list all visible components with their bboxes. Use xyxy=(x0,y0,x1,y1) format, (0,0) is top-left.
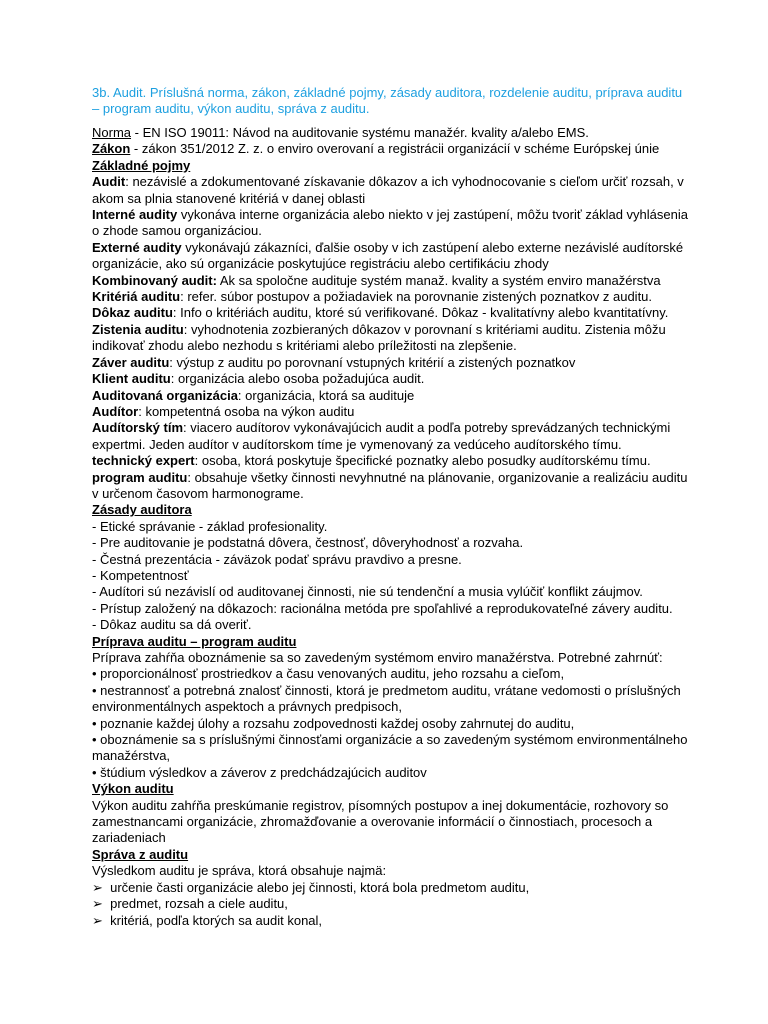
term-name: Interné audity xyxy=(92,207,178,223)
zakon-label: Zákon xyxy=(92,141,131,157)
term-name: Klient auditu xyxy=(92,371,171,387)
zasady-item: - Prístup založený na dôkazoch: racionálna metóda pre spoľahlivé a reprodukovateľné závery auditu. xyxy=(92,600,673,616)
vykon-heading: Výkon auditu xyxy=(92,781,174,797)
term-line xyxy=(92,404,692,420)
term-definition: : organizácia alebo osoba požadujúca audit. xyxy=(170,371,425,387)
norma-text: - EN ISO 19011: Návod na auditovanie systému manažér. kvality a/alebo EMS. xyxy=(131,125,589,140)
sprava-heading: Správa z auditu xyxy=(92,846,189,862)
priprava-item: • oboznámenie sa s príslušnými činnosťami organizácie a so zavedeným systémom environmentálneho manažérstva, xyxy=(92,732,692,765)
term-name: Audit xyxy=(92,174,126,190)
term-name: technický expert xyxy=(92,453,195,469)
term-name: Kombinovaný audit: xyxy=(92,272,217,288)
term-line xyxy=(92,420,692,453)
term-line xyxy=(92,305,692,321)
term-name: Záver auditu xyxy=(92,354,170,370)
zasady-item: - Pre auditovanie je podstatná dôvera, čestnosť, dôveryhodnosť a rozvaha. xyxy=(92,535,524,551)
term-definition: : viacero audítorov vykonávajúcich audit a podľa potreby sprevádzaných technickými expertmi. Jeden audítor v audítorskom tíme je vymenovaný za vedúceho audítorského tímu. xyxy=(92,420,671,452)
term-definition: : nezávislé a zdokumentované získavanie dôkazov a ich vyhodnocovanie s cieľom určiť rozsah, v akom sa plnia stanovené kritériá v danej oblasti xyxy=(92,174,684,206)
zasady-heading: Zásady auditora xyxy=(92,502,192,518)
zasady-item: - Etické správanie - základ profesionality. xyxy=(92,518,328,534)
term-name: Auditovaná organizácia xyxy=(92,387,238,403)
vykon-text: Výkon auditu zahŕňa preskúmanie registrov, písomných postupov a inej dokumentácie, rozhovory so zamestnancami organizácie, zhromažďovanie a overovanie informácií o činnostiach, procesoch a zariadeniach xyxy=(92,797,669,846)
term-definition: : refer. súbor postupov a požiadaviek na porovnanie zistených poznatkov z auditu. xyxy=(180,289,653,305)
term-definition: vykonáva interne organizácia alebo niekto v jej zastúpení, môžu tvoriť základ vyhlásenia o zhode samou organizáciou. xyxy=(92,207,688,239)
term-line xyxy=(92,470,692,503)
term-line xyxy=(92,322,692,355)
priprava-list xyxy=(92,666,692,781)
terms-list xyxy=(92,174,692,502)
zasady-list xyxy=(92,519,692,634)
term-definition: : organizácia, ktorá sa audituje xyxy=(237,387,415,403)
priprava-item: • poznanie každej úlohy a rozsahu zodpovednosti každej osoby zahrnutej do auditu, xyxy=(92,716,692,732)
term-definition: : kompetentná osoba na výkon auditu xyxy=(138,403,355,419)
priprava-item: • štúdium výsledkov a záverov z predchádzajúcich auditov xyxy=(92,765,692,781)
term-line xyxy=(92,273,692,289)
term-line xyxy=(92,371,692,387)
zakladne-pojmy-heading: Základné pojmy xyxy=(92,157,191,173)
term-definition: : obsahuje všetky činnosti nevyhnutné na plánovanie, organizovanie a realizáciu auditu v určenom časovom harmonograme. xyxy=(92,469,688,501)
term-definition: Ak sa spoločne audituje systém manaž. kvality a systém enviro manažérstva xyxy=(216,272,661,288)
zasady-item: - Kompetentnosť xyxy=(92,567,189,583)
term-line xyxy=(92,207,692,240)
term-definition: : vyhodnotenia zozbieraných dôkazov v porovnaní s kritériami auditu. Zistenia môžu indikovať zhodu alebo nezhodu s kritériami alebo príležitosti na zlepšenie. xyxy=(92,321,666,354)
term-name: Audítorský tím xyxy=(92,420,184,436)
priprava-intro: Príprava zahŕňa oboznámenie sa so zavedeným systémom enviro manažérstva. Potrebné zahrnúť: xyxy=(92,650,663,665)
priprava-item: • nestrannosť a potrebná znalosť činnosti, ktorá je predmetom auditu, vrátane vedomosti o príslušných environmentálnych aspektoch a právnych predpisoch, xyxy=(92,683,692,716)
sprava-list xyxy=(92,880,692,929)
zakon-line xyxy=(92,141,692,157)
priprava-heading: Príprava auditu – program auditu xyxy=(92,633,297,649)
term-line xyxy=(92,453,692,469)
document-body xyxy=(92,85,692,929)
sprava-item: ➢ určenie časti organizácie alebo jej činnosti, ktorá bola predmetom auditu, xyxy=(92,880,692,896)
zakon-text: - zákon 351/2012 Z. z. o enviro overovaní a registrácii organizácií v schéme Európskej únie xyxy=(130,141,660,157)
norma-label: Norma xyxy=(92,125,132,140)
term-definition: : Info o kritériách auditu, ktoré sú verifikované. Dôkaz - kvalitatívny alebo kvantitatívny. xyxy=(172,305,669,321)
term-name: Externé audity xyxy=(92,239,182,255)
zasady-item: - Audítori sú nezávislí od auditovanej činnosti, nie sú tendenční a musia vylúčiť konflikt záujmov. xyxy=(92,584,643,600)
term-line xyxy=(92,174,692,207)
sprava-intro: Výsledkom auditu je správa, ktorá obsahuje najmä: xyxy=(92,863,387,879)
term-definition: : osoba, ktorá poskytuje špecifické poznatky alebo posudky audítorskému tímu. xyxy=(194,453,651,469)
term-line xyxy=(92,289,692,305)
priprava-item: • proporcionálnosť prostriedkov a času venovaných auditu, jeho rozsahu a cieľom, xyxy=(92,666,692,682)
section-title: 3b. Audit. Príslušná norma, zákon, základné pojmy, zásady auditora, rozdelenie auditu, príprava auditu – program auditu, výkon auditu, správa z auditu. xyxy=(92,85,683,116)
term-name: Audítor xyxy=(92,403,139,419)
term-line xyxy=(92,388,692,404)
term-line xyxy=(92,240,692,273)
sprava-item: ➢ kritériá, podľa ktorých sa audit konal, xyxy=(92,913,692,929)
term-name: Dôkaz auditu xyxy=(92,305,173,321)
term-name: program auditu xyxy=(92,469,188,485)
term-name: Zistenia auditu xyxy=(92,321,184,337)
zasady-item: - Čestná prezentácia - záväzok podať správu pravdivo a presne. xyxy=(92,551,462,567)
term-name: Kritériá auditu xyxy=(92,289,181,305)
term-definition: vykonávajú zákazníci, ďalšie osoby v ich zastúpení alebo externe nezávislé audítorské organizácie, ako sú organizácie poskytujúce registráciu alebo certifikáciu zhody xyxy=(92,239,684,272)
norma-line xyxy=(92,125,692,141)
zasady-item: - Dôkaz auditu sa dá overiť. xyxy=(92,617,252,633)
term-line xyxy=(92,355,692,371)
term-definition: : výstup z auditu po porovnaní vstupných kritérií a zistených poznatkov xyxy=(169,354,576,370)
sprava-item: ➢ predmet, rozsah a ciele auditu, xyxy=(92,896,692,912)
